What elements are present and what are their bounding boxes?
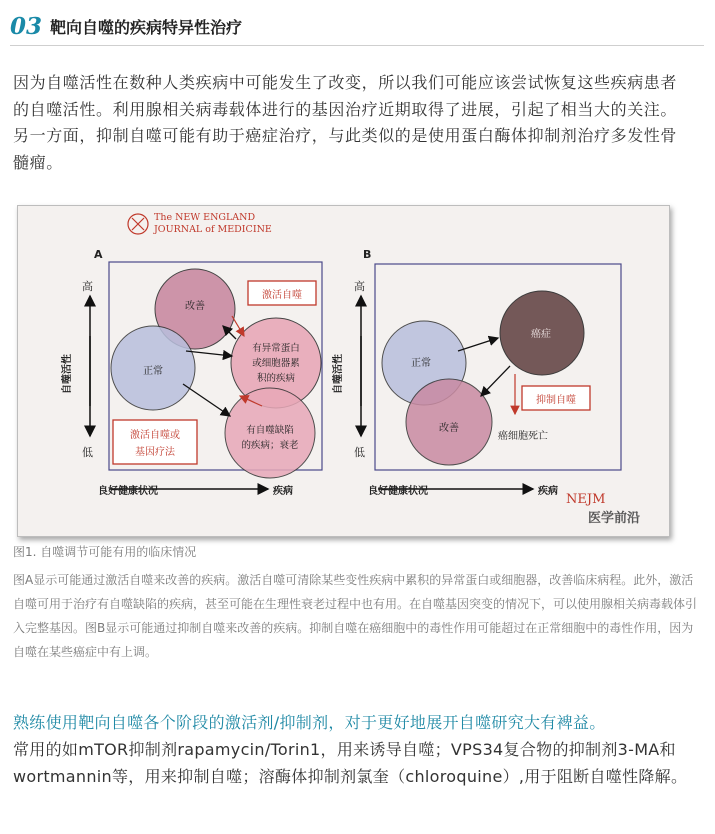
panel-b-y-high: 高	[354, 280, 365, 293]
section-divider	[10, 45, 704, 46]
section-title: 靶向自噬的疾病特异性治疗	[50, 17, 243, 37]
panel-a-label: A	[94, 248, 103, 261]
highlight-sentence: 熟练使用靶向自噬各个阶段的激活剂/抑制剂，对于更好地展开自噬研究大有裨益。	[13, 713, 606, 732]
panel-b-x-right: 疾病	[538, 486, 558, 497]
circle-improve-b	[406, 379, 492, 465]
panel-a-y-axis-label: 自噬活性	[62, 354, 73, 394]
nejm-brand-text: 医学前沿	[588, 511, 641, 526]
label-disease2-l2: 的疾病；衰老	[241, 440, 299, 451]
label-normal-a: 正常	[143, 366, 163, 377]
figure-diagram	[18, 206, 669, 536]
panel-a	[60, 248, 322, 497]
box-activate-label: 激活自噬	[262, 290, 302, 301]
section-number: 03	[10, 12, 43, 40]
label-improve-b: 改善	[439, 423, 459, 434]
panel-a-x-left: 良好健康状况	[98, 486, 158, 497]
label-disease1-l1: 有异常蛋白	[252, 343, 300, 354]
section-header	[10, 8, 242, 44]
label-disease1-l2: 或细胞器累	[252, 358, 300, 369]
journal-line2: JOURNAL of MEDICINE	[154, 224, 272, 235]
panel-a-x-right: 疾病	[273, 486, 293, 497]
box-activate-gene-l1: 激活自噬或	[130, 430, 180, 441]
intro-paragraph: 因为自噬活性在数种人类疾病中可能发生了改变，所以我们可能应该尝试恢复这些疾病患者的自噬活性。利用腺相关病毒载体进行的基因治疗近期取得了进展，引起了相当大的关注。另一方面，抑制自噬可能有助于癌症治疗，与此类似的是使用蛋白酶体抑制剂治疗多发性骨髓瘤。	[13, 73, 678, 172]
panel-b-y-axis-label: 自噬活性	[333, 354, 344, 394]
nejm-seal-mark	[132, 218, 144, 230]
closing-paragraph: 常用的如mTOR抑制剂rapamycin/Torin1，用来诱导自噬；VPS34复合物的抑制剂3-MA和wortmannin等，用来抑制自噬；溶酶体抑制剂氯奎（chloroquine）,用于阻断自噬性降解。	[13, 740, 688, 786]
panel-a-y-high: 高	[82, 280, 93, 293]
label-cell-death: 癌细胞死亡	[498, 431, 548, 442]
figure-caption-title: 图1. 自噬调节可能有用的临床情况	[13, 545, 197, 559]
panel-b-y-low: 低	[354, 446, 365, 459]
box-inhibit-label: 抑制自噬	[536, 395, 576, 406]
panel-a-y-low: 低	[82, 446, 93, 459]
figure-image	[17, 205, 670, 537]
journal-line1: The NEW ENGLAND	[154, 212, 256, 223]
panel-b-x-left: 良好健康状况	[368, 486, 428, 497]
panel-b	[331, 248, 621, 497]
nejm-logo-text: NEJM	[566, 492, 606, 507]
box-activate-gene-l2: 基因疗法	[135, 447, 175, 458]
label-cancer: 癌症	[531, 329, 551, 340]
figure-caption-body: 图A显示可能通过激活自噬来改善的疾病。激活自噬可清除某些变性疾病中累积的异常蛋白或细胞器，改善临床病程。此外，激活自噬可用于治疗有自噬缺陷的疾病，甚至可能在生理性衰老过程中也有用。在自噬基因突变的情况下，可以使用腺相关病毒载体引入完整基因。图B显示可能通过抑制自噬来改善的疾病。抑制自噬在癌细胞中的毒性作用可能超过在正常细胞中的毒性作用，因为自噬在某些癌症中有上调。	[13, 573, 698, 659]
label-disease1-l3: 积的疾病	[256, 373, 296, 384]
journal-header	[128, 212, 272, 235]
label-normal-b: 正常	[411, 358, 431, 369]
nejm-watermark	[566, 492, 640, 526]
panel-b-label: B	[363, 248, 372, 261]
label-improve-a: 改善	[185, 301, 205, 312]
label-disease2-l1: 有自噬缺陷	[246, 425, 294, 436]
